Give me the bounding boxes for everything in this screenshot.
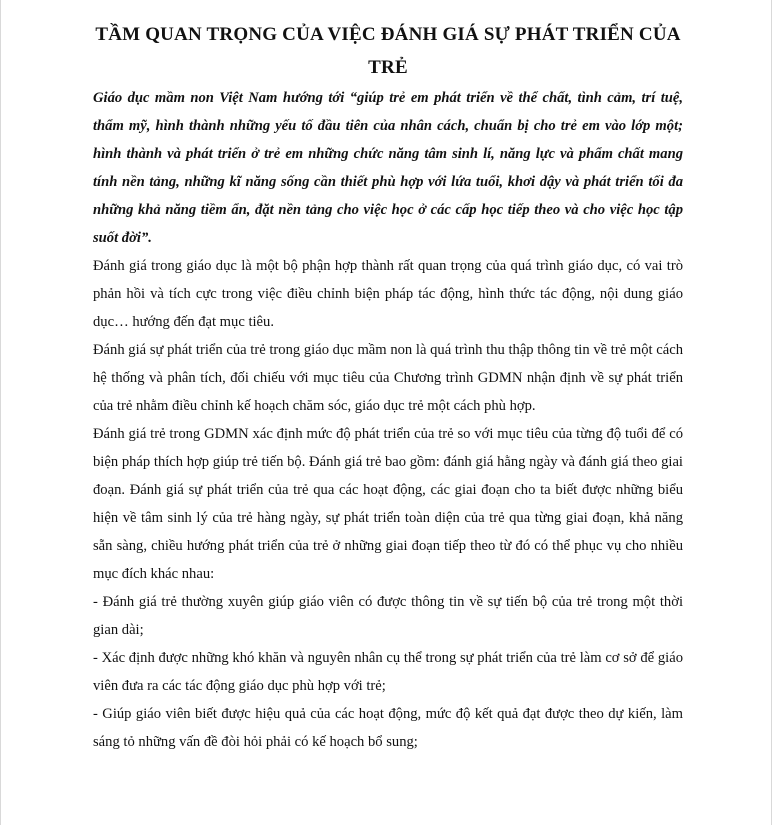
document-body [93,18,683,756]
bullet-item: - Đánh giá trẻ thường xuyên giúp giáo viên có được thông tin về sự tiến bộ của trẻ trong một thời gian dài; [93,594,683,638]
paragraph-evaluation-definition: Đánh giá sự phát triển của trẻ trong giáo dục mầm non là quá trình thu thập thông tin về trẻ một cách hệ thống và phân tích, đối chiếu với mục tiêu của Chương trình GDMN nhận định về sự phát triển của trẻ nhằm điều chỉnh kế hoạch chăm sóc, giáo dục trẻ một cách phù hợp. [93,342,683,414]
bullet-item: - Giúp giáo viên biết được hiệu quả của các hoạt động, mức độ kết quả đạt được theo dự kiến, làm sáng tỏ những vấn đề đòi hỏi phải có kế hoạch bổ sung; [93,706,683,750]
paragraph-evaluation-scope: Đánh giá trẻ trong GDMN xác định mức độ phát triển của trẻ so với mục tiêu của từng độ tuổi để có biện pháp thích hợp giúp trẻ tiến bộ. Đánh giá trẻ bao gồm: đánh giá hằng ngày và đánh giá theo giai đoạn. Đánh giá sự phát triển của trẻ qua các hoạt động, các giai đoạn cho ta biết được những biểu hiện về tâm sinh lý của trẻ hàng ngày, sự phát triển toàn diện của trẻ qua từng giai đoạn, khả năng sẵn sàng, chiều hướng phát triển của trẻ ở những giai đoạn tiếp theo từ đó có thể phục vụ cho nhiều mục đích khác nhau: [93,426,683,582]
document-title: TẦM QUAN TRỌNG CỦA VIỆC ĐÁNH GIÁ SỰ PHÁT TRIỂN CỦA TRẺ [95,24,681,78]
bullet-item: - Xác định được những khó khăn và nguyên nhân cụ thể trong sự phát triển của trẻ làm cơ sở để giáo viên đưa ra các tác động giáo dục phù hợp với trẻ; [93,650,683,694]
intro-paragraph: Giáo dục mầm non Việt Nam hướng tới “giúp trẻ em phát triển về thể chất, tình cảm, trí tuệ, thẩm mỹ, hình thành những yếu tố đầu tiên của nhân cách, chuẩn bị cho trẻ em vào lớp một; hình thành và phát triển ở trẻ em những chức năng tâm sinh lí, năng lực và phẩm chất mang tính nền tảng, những kĩ năng sống cần thiết phù hợp với lứa tuổi, khơi dậy và phát triển tối đa những khả năng tiềm ẩn, đặt nền tảng cho việc học ở các cấp học tiếp theo và cho việc học tập suốt đời”. [93,90,683,246]
paragraph-evaluation-role: Đánh giá trong giáo dục là một bộ phận hợp thành rất quan trọng của quá trình giáo dục, có vai trò phản hồi và tích cực trong việc điều chỉnh biện pháp tác động, hình thức tác động, nội dung giáo dục… hướng đến đạt mục tiêu. [93,258,683,330]
